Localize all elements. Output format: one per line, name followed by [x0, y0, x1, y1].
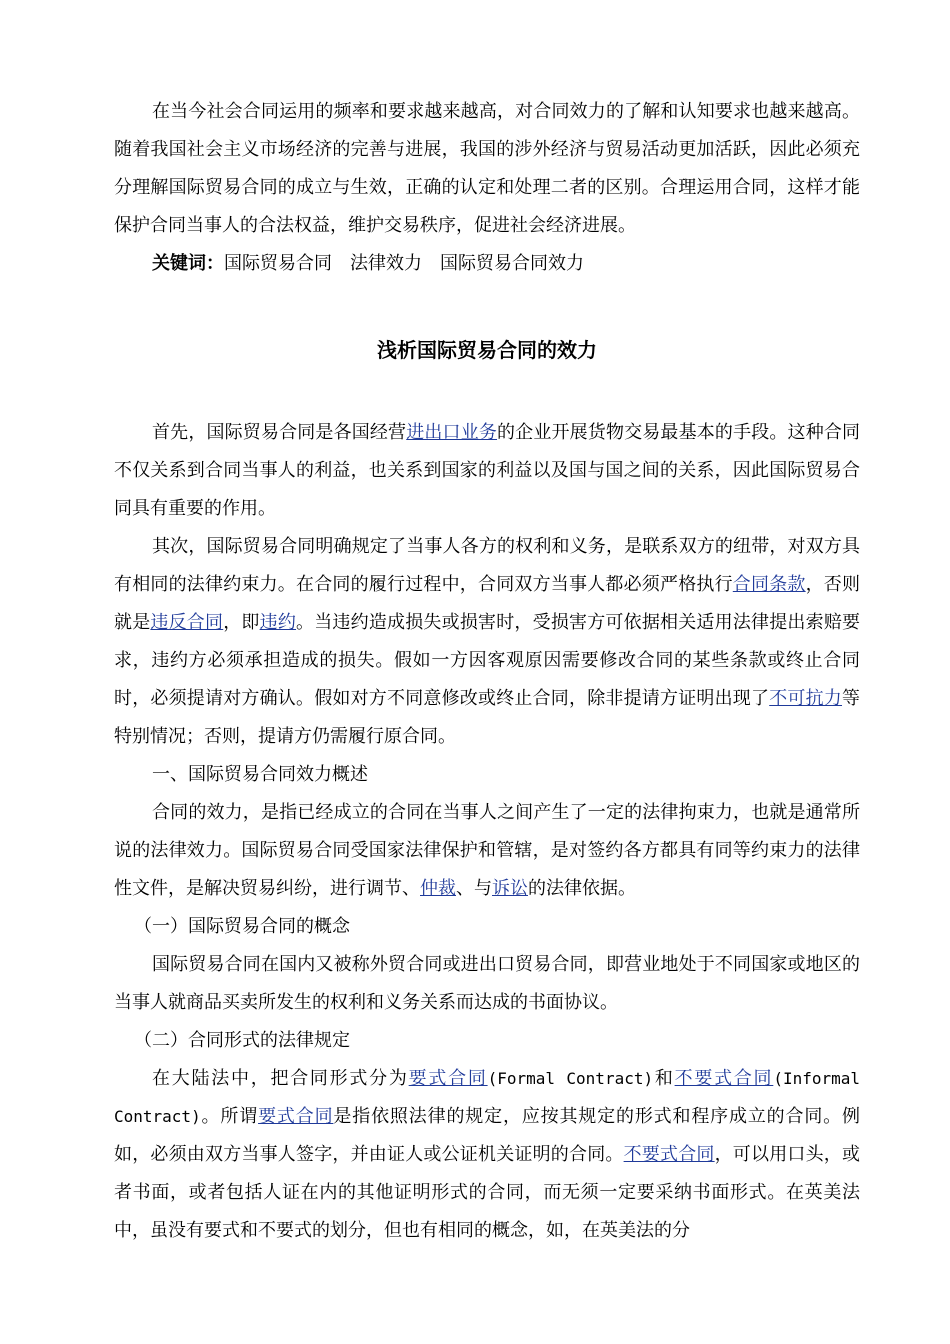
- link-formal-contract-2[interactable]: 要式合同: [258, 1106, 334, 1127]
- link-breach-of-contract[interactable]: 违反合同: [150, 612, 224, 633]
- p5-text-e: 。所谓: [200, 1106, 259, 1127]
- paragraph-3: [114, 794, 860, 908]
- paragraph-5: [114, 1060, 860, 1250]
- link-informal-contract[interactable]: 不要式合同: [674, 1068, 774, 1089]
- link-force-majeure[interactable]: 不可抗力: [769, 688, 843, 709]
- paragraph-1: [114, 414, 860, 528]
- link-arbitration[interactable]: 仲裁: [420, 878, 456, 899]
- p5-text-f: 是指依照法律的规定，应按其规定的形式和程序成立的合同。例如，必须由双方当事人签字，并由证人或公证机关证明的合同。: [114, 1106, 861, 1165]
- link-import-export-business[interactable]: 进出口业务: [406, 422, 498, 443]
- p5-text-c: 和: [653, 1068, 675, 1089]
- link-informal-contract-2[interactable]: 不要式合同: [623, 1144, 715, 1165]
- link-formal-contract[interactable]: 要式合同: [408, 1068, 488, 1089]
- abstract-paragraph: [114, 93, 860, 245]
- link-contract-terms[interactable]: 合同条款: [732, 574, 806, 595]
- p3-text-c: 的法律依据。: [528, 878, 636, 899]
- paragraph-2: [114, 528, 860, 756]
- heading-1: 一、国际贸易合同效力概述: [152, 764, 368, 785]
- keywords-text: 国际贸易合同 法律效力 国际贸易合同效力: [224, 253, 584, 274]
- p1-text-a: 首先，国际贸易合同是各国经营: [152, 422, 407, 443]
- p2-text-b: ，否则就是: [114, 574, 861, 633]
- p1-text-b: 的企业开展货物交易最基本的手段。这种合同不仅关系到合同当事人的利益，也关系到国家的利益以及国与国之间的关系，因此国际贸易合同具有重要的作用。: [114, 422, 861, 519]
- p5-informal-en: (Informal Contract): [114, 1069, 861, 1126]
- p3-text-a: 合同的效力，是指已经成立的合同在当事人之间产生了一定的法律拘束力，也就是通常所说的法律效力。国际贸易合同受国家法律保护和管辖，是对签约各方都具有同等约束力的法律性文件，是解决贸易纠纷，进行调节、: [114, 802, 860, 899]
- keywords-label: 关键词：: [152, 253, 224, 274]
- paragraph-4: 国际贸易合同在国内又被称外贸合同或进出口贸易合同，即营业地处于不同国家或地区的当事人就商品买卖所发生的权利和义务关系而达成的书面协议。: [114, 954, 860, 1013]
- link-litigation[interactable]: 诉讼: [492, 878, 528, 899]
- link-default[interactable]: 违约: [259, 612, 297, 633]
- p5-text-a: 在大陆法中，把合同形式分为: [152, 1068, 409, 1089]
- article-title: 浅析国际贸易合同的效力: [377, 338, 597, 362]
- abstract-text: 在当今社会合同运用的频率和要求越来越高，对合同效力的了解和认知要求也越来越高。随着我国社会主义市场经济的完善与进展，我国的涉外经济与贸易活动更加活跃，因此必须充分理解国际贸易合同的成立与生效，正确的认定和处理二者的区别。合理运用合同，这样才能保护合同当事人的合法权益，维护交易秩序，促进社会经济进展。: [114, 101, 860, 236]
- heading-2: （一）国际贸易合同的概念: [134, 916, 350, 937]
- p2-text-a: 其次，国际贸易合同明确规定了当事人各方的权利和义务，是联系双方的纽带，对双方具有相同的法律约束力。在合同的履行过程中，合同双方当事人都必须严格执行: [114, 536, 860, 595]
- keywords-line: [114, 245, 860, 283]
- p2-text-c: ，即: [223, 612, 260, 633]
- p5-text-g: ，可以用口头，或者书面，或者包括人证在内的其他证明形式的合同，而无须一定要采纳书面形式。在英美法中，虽没有要式和不要式的划分，但也有相同的概念，如，在英美法的分: [114, 1144, 861, 1241]
- p2-text-e: 等特别情况；否则，提请方仍需履行原合同。: [114, 688, 861, 747]
- p2-text-d: 。当违约造成损失或损害时，受损害方可依据相关适用法律提出索赔要求，违约方必须承担造成的损失。假如一方因客观原因需要修改合同的某些条款或终止合同时，必须提请对方确认。假如对方不同意修改或终止合同，除非提请方证明出现了: [114, 612, 861, 709]
- heading-3: （二）合同形式的法律规定: [134, 1030, 350, 1051]
- p3-text-b: 、与: [456, 878, 492, 899]
- p5-formal-en: (Formal Contract): [487, 1069, 654, 1088]
